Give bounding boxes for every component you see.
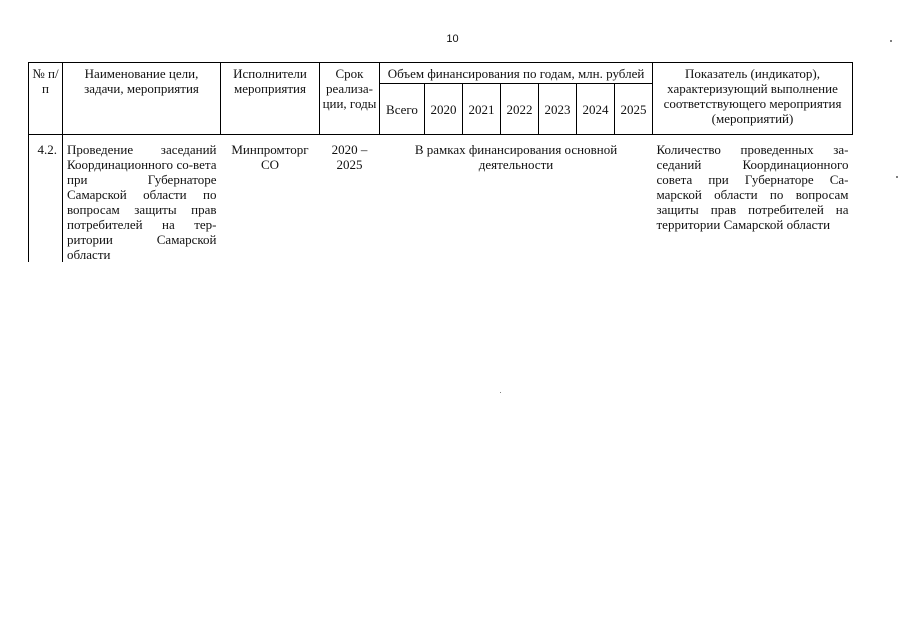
header-year: 2021 <box>463 84 501 135</box>
row-financing: В рамках финансирования основной деятельности <box>414 142 618 172</box>
row-num: 4.2. <box>29 135 63 263</box>
header-term: Срок реализа-ции, годы <box>320 63 380 135</box>
header-total: Всего <box>380 84 425 135</box>
header-year: 2024 <box>577 84 615 135</box>
program-table <box>28 62 853 262</box>
scan-speck <box>500 392 501 393</box>
header-year: 2025 <box>615 84 653 135</box>
table-row <box>29 135 853 263</box>
header-year: 2020 <box>425 84 463 135</box>
header-num: № п/п <box>29 63 63 135</box>
page-number: 10 <box>446 33 459 45</box>
row-indicator: Количество проведенных за-седаний Координационного совета при Губернаторе Са-марской области по вопросам защиты прав потребителей на территории Самарской области <box>656 142 849 232</box>
header-executors: Исполнители мероприятия <box>221 63 320 135</box>
header-indicator: Показатель (индикатор), характеризующий выполнение соответствующего мероприятия (мероприятий) <box>653 63 853 135</box>
row-term: 2020 – 2025 <box>331 142 368 172</box>
scan-speck <box>890 40 892 42</box>
header-row <box>29 63 853 84</box>
row-name: Проведение заседаний Координационного со-вета при Губернаторе Самарской области по вопросам защиты прав потребителей на тер-ритории Самарской области <box>67 142 217 262</box>
header-year: 2023 <box>539 84 577 135</box>
row-executor: Минпромторг СО <box>231 142 309 172</box>
header-financing: Объем финансирования по годам, млн. рублей <box>380 63 653 84</box>
scan-speck <box>896 176 898 178</box>
header-name: Наименование цели, задачи, мероприятия <box>63 63 221 135</box>
header-year: 2022 <box>501 84 539 135</box>
